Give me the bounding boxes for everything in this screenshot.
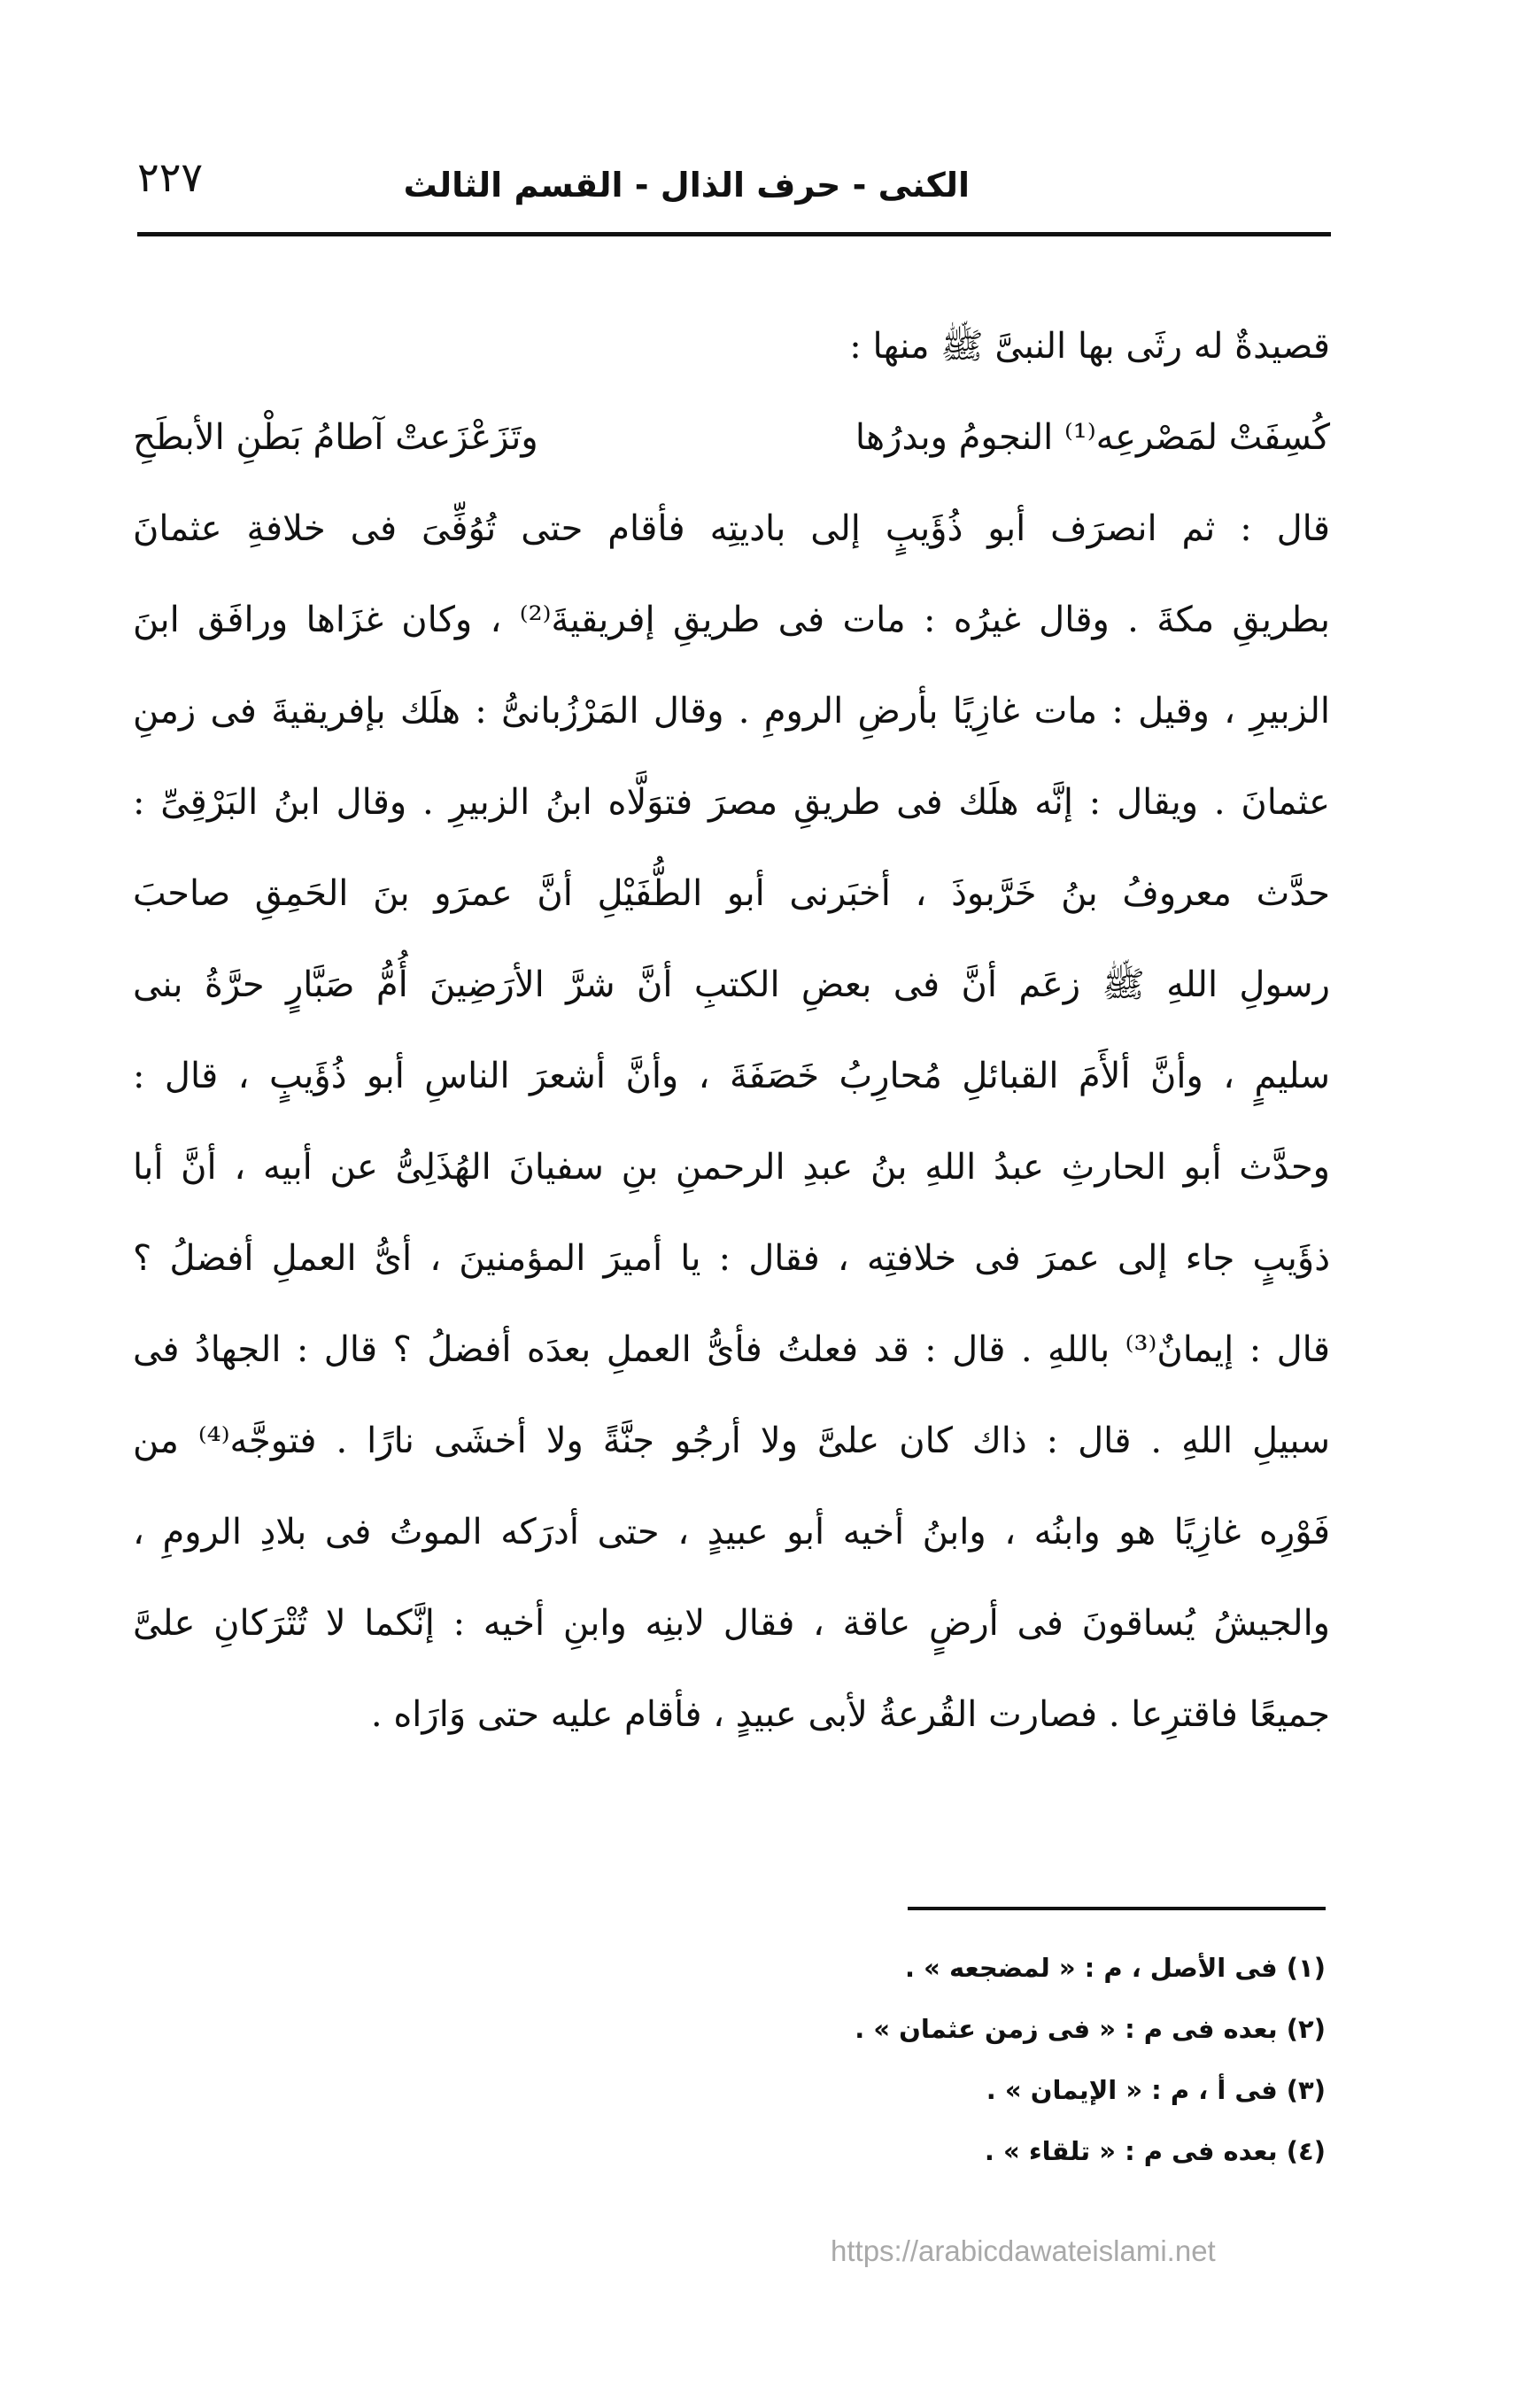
text-line: ذؤَيبٍ جاء إلى عمرَ فى خلافتِه ، فقال : يا أميرَ المؤمنينَ ، أىُّ العملِ أفضلُ ؟ <box>133 1238 1330 1279</box>
text-line: قال : إيمانٌ⁽³⁾ باللهِ . قال : قد فعلتُ فأىُّ العملِ بعدَه أفضلُ ؟ قال : الجهادُ فى <box>133 1329 1330 1370</box>
header-rule <box>137 232 1331 236</box>
watermark-url: https://arabicdawateislami.net <box>831 2234 1216 2267</box>
main-text <box>133 301 1330 1761</box>
verse-line <box>133 392 1330 484</box>
text-line: الزبيرِ ، وقيل : مات غازِيًا بأرضِ الرومِ . وقال المَرْزُبانىُّ : هلَك بإفريقيةَ فى زمنِ <box>133 691 1330 732</box>
footnote: (١) فى الأصل ، م : « لمضجعه » . <box>905 1953 1326 1983</box>
text-line: جميعًا فاقترِعا . فصارت القُرعةُ لأبى عبيدٍ ، فأقام عليه حتى وَارَاه . <box>370 1694 1330 1735</box>
text-line: سليمٍ ، وأنَّ ألأَمَ القبائلِ مُحارِبُ خَصَفَةَ ، وأنَّ أشعرَ الناسِ أبو ذُؤَيبٍ ، قال : <box>133 1056 1330 1096</box>
verse-second-hemistich: وتَزَعْزَعتْ آطامُ بَطْنِ الأبطَحِ <box>133 417 538 458</box>
text-line: رسولِ اللهِ ﷺ زعَم أنَّ فى بعضِ الكتبِ أنَّ شرَّ الأرَضِينَ أُمُّ صَبَّارٍ حرَّةُ بنى <box>133 964 1330 1005</box>
text-line: قصيدةٌ له رثَى بها النبىَّ ﷺ منها : <box>849 326 1330 367</box>
text-line: سبيلِ اللهِ . قال : ذاك كان علىَّ ولا أرجُو جنَّةً ولا أخشَى نارًا . فتوجَّه⁽⁴⁾ من <box>133 1421 1330 1461</box>
footnotes <box>529 1938 1326 2182</box>
footnote: (٢) بعده فى م : « فى زمن عثمان » . <box>855 2014 1326 2044</box>
text-line: فَوْرِه غازِيًا هو وابنُه ، وابنُ أخيه أبو عبيدٍ ، حتى أدرَكه الموتُ فى بلادِ الرومِ ، <box>133 1512 1330 1552</box>
footnote: (٣) فى أ ، م : « الإيمان » . <box>986 2075 1326 2105</box>
text-line: قال : ثم انصرَف أبو ذُؤَيبٍ إلى باديتِه فأقام حتى تُوُفِّىَ فى خلافةِ عثمانَ <box>133 508 1330 549</box>
text-line: بطريقِ مكةَ . وقال غيرُه : مات فى طريقِ إفريقيةَ⁽²⁾ ، وكان غزَاها ورافَق ابنَ <box>133 600 1330 640</box>
running-head: الكنى - حرف الذال - القسم الثالث <box>403 166 970 205</box>
text-line: وحدَّث أبو الحارثِ عبدُ اللهِ بنُ عبدِ الرحمنِ بنِ سفيانَ الهُذَلِىُّ عن أبيه ، أنَّ أبا <box>133 1147 1330 1188</box>
text-line: حدَّث معروفُ بنُ خَرَّبوذَ ، أخبَرنى أبو الطُّفَيْلِ أنَّ عمرَو بنَ الحَمِقِ صاحبَ <box>133 873 1330 914</box>
footnote-separator <box>908 1907 1326 1910</box>
footnote: (٤) بعده فى م : « تلقاء » . <box>984 2136 1326 2166</box>
page-number: ٢٢٧ <box>137 153 204 201</box>
page-header <box>137 146 1328 217</box>
text-line: والجيشُ يُساقونَ فى أرضٍ عاقة ، فقال لابنِه وابنِ أخيه : إنَّكما لا تُتْرَكانِ علىَّ <box>133 1603 1330 1644</box>
text-line: عثمانَ . ويقال : إنَّه هلَك فى طريقِ مصرَ فتوَلَّاه ابنُ الزبيرِ . وقال ابنُ البَرْقِىِّ : <box>133 782 1330 823</box>
verse-first-hemistich: كُسِفَتْ لمَصْرعِه⁽¹⁾ النجومُ وبدرُها <box>855 417 1330 458</box>
